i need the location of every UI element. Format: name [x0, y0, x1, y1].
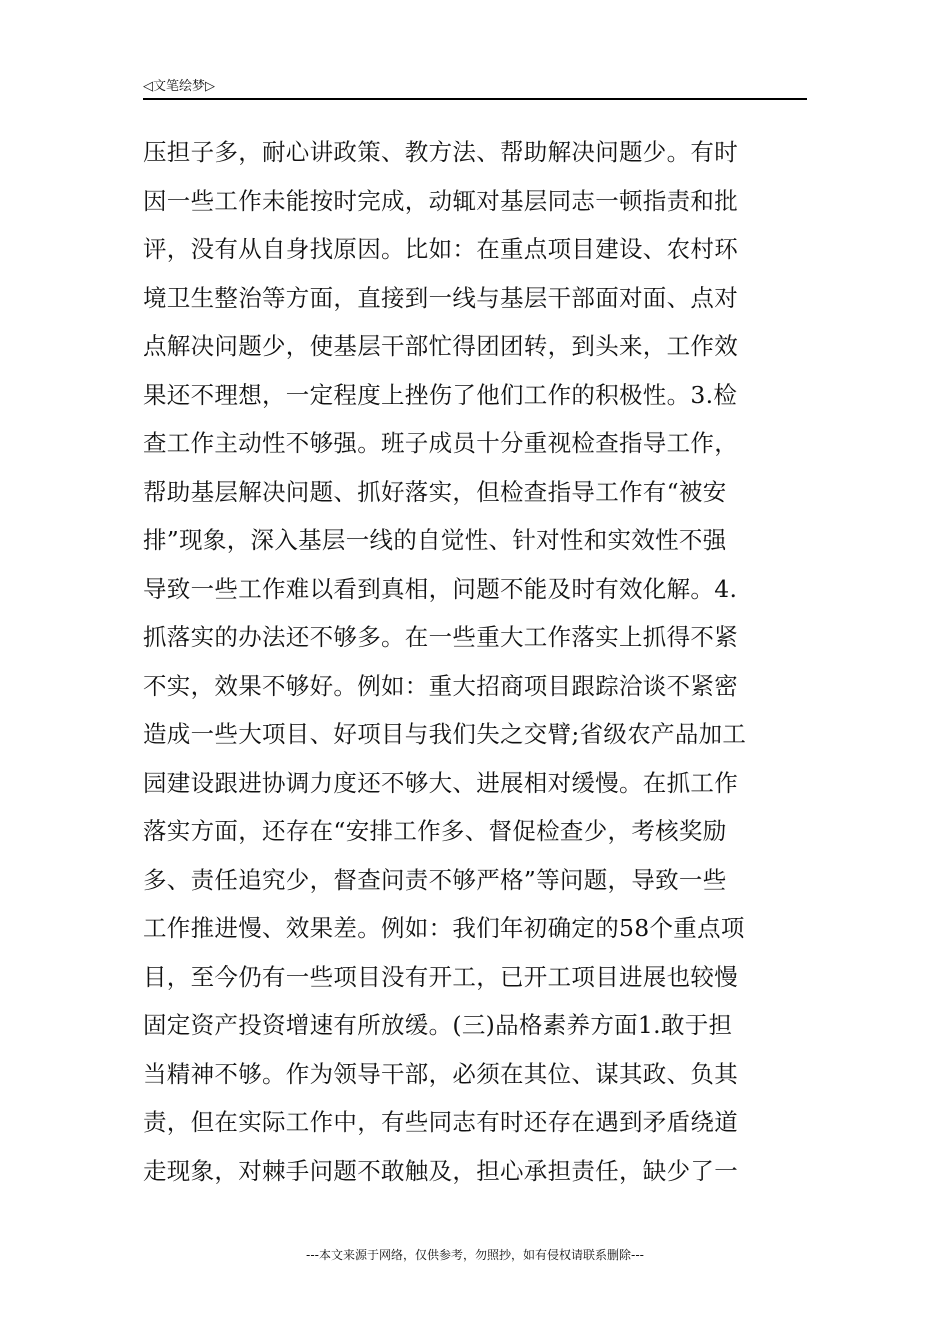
text-line: 多、责任追究少，督查问责不够严格”等问题，导致一些	[143, 865, 727, 894]
text-line: 造成一些大项目、好项目与我们失之交臂;省级农产品加工	[143, 720, 747, 748]
document-body	[143, 128, 807, 1195]
text-line: 压担子多，耐心讲政策、教方法、帮助解决问题少。有时	[143, 138, 738, 166]
text-line: 抓落实的办法还不够多。在一些重大工作落实上抓得不紧	[143, 623, 738, 651]
text-line: 走现象，对棘手问题不敢触及，担心承担责任，缺少了一	[143, 1156, 738, 1185]
page-footer: ---本文来源于网络，仅供参考，勿照抄，如有侵权请联系删除---	[306, 1248, 644, 1262]
text-line: 不实，效果不够好。例如：重大招商项目跟踪洽谈不紧密	[143, 671, 738, 700]
page-header	[143, 74, 807, 100]
text-line: 固定资产投资增速有所放缓。(三)品格素养方面1.敢于担	[143, 1011, 733, 1039]
text-line: 当精神不够。作为领导干部，必须在其位、谋其政、负其	[143, 1059, 738, 1088]
header-title: ◁文笔绘梦▷	[143, 79, 215, 94]
text-line: 排”现象，深入基层一线的自觉性、针对性和实效性不强	[143, 526, 727, 554]
text-line: 导致一些工作难以看到真相，问题不能及时有效化解。4.	[143, 574, 738, 603]
text-line: 责，但在实际工作中，有些同志有时还存在遇到矛盾绕道	[143, 1108, 738, 1136]
text-line: 境卫生整治等方面，直接到一线与基层干部面对面、点对	[143, 283, 738, 312]
text-line: 园建设跟进协调力度还不够大、进展相对缓慢。在抓工作	[143, 768, 738, 797]
text-line: 因一些工作未能按时完成，动辄对基层同志一顿指责和批	[143, 186, 738, 215]
text-line: 果还不理想，一定程度上挫伤了他们工作的积极性。3.检	[143, 380, 738, 409]
text-line: 工作推进慢、效果差。例如：我们年初确定的58个重点项	[143, 914, 745, 942]
text-line: 帮助基层解决问题、抓好落实，但检查指导工作有“被安	[143, 477, 727, 506]
text-line: 点解决问题少，使基层干部忙得团团转，到头来，工作效	[143, 332, 738, 360]
text-line: 目，至今仍有一些项目没有开工，已开工项目进展也较慢	[143, 962, 738, 991]
text-line: 查工作主动性不够强。班子成员十分重视检查指导工作，	[143, 429, 738, 457]
text-line: 落实方面，还存在“安排工作多、督促检查少，考核奖励	[143, 817, 727, 845]
text-line: 评，没有从自身找原因。比如：在重点项目建设、农村环	[143, 235, 738, 263]
